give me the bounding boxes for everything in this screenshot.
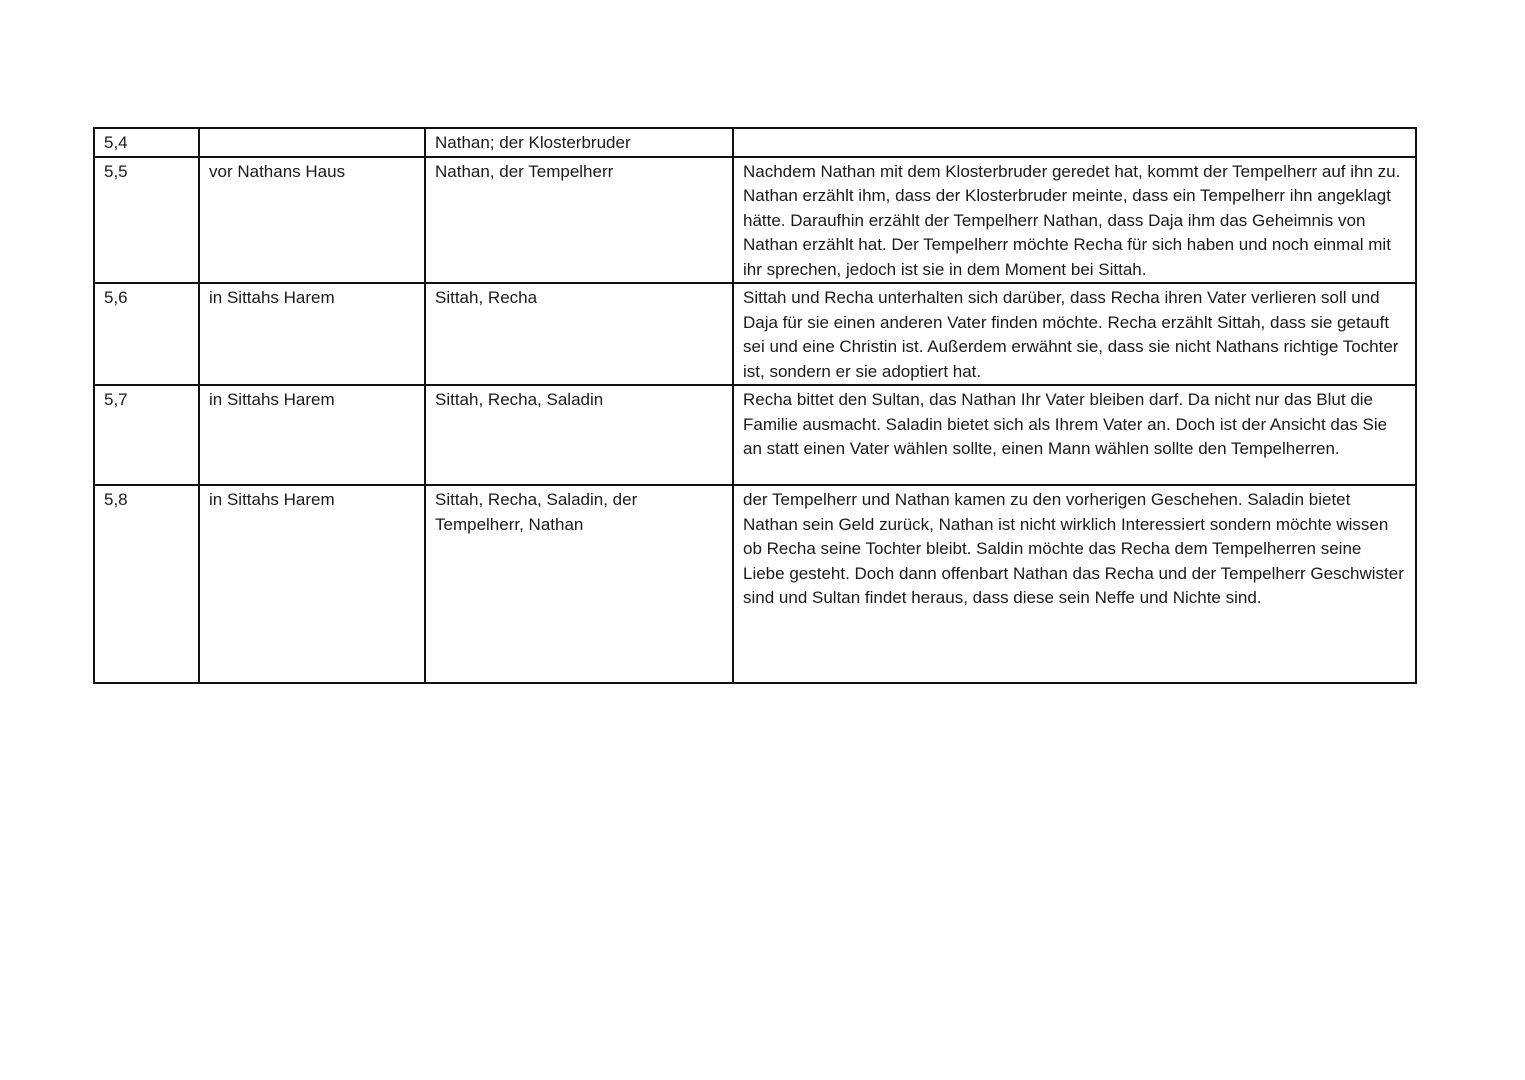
- scene-number-cell: 5,4: [94, 128, 199, 157]
- scene-number-cell: 5,6: [94, 283, 199, 385]
- scene-number-cell: 5,8: [94, 485, 199, 683]
- characters-cell: Sittah, Recha, Saladin: [425, 385, 733, 485]
- characters-cell: Nathan, der Tempelherr: [425, 157, 733, 284]
- content-cell: der Tempelherr und Nathan kamen zu den vorherigen Geschehen. Saladin bietet Nathan sein Geld zurück, Nathan ist nicht wirklich Interessiert sondern möchte wissen ob Recha seine Tochter bleibt. Saldin möchte das Recha dem Tempelherren seine Liebe gesteht. Doch dann offenbart Nathan das Recha und der Tempelherr Geschwister sind und Sultan findet heraus, dass diese sein Neffe und Nichte sind.: [733, 485, 1416, 683]
- scene-number-cell: 5,5: [94, 157, 199, 284]
- table-row: [94, 283, 1416, 385]
- table-row: [94, 385, 1416, 485]
- table-row: [94, 485, 1416, 683]
- place-cell: in Sittahs Harem: [199, 385, 425, 485]
- place-cell: in Sittahs Harem: [199, 283, 425, 385]
- table-row: [94, 157, 1416, 284]
- scene-number-cell: 5,7: [94, 385, 199, 485]
- characters-cell: Nathan; der Klosterbruder: [425, 128, 733, 157]
- place-cell: [199, 128, 425, 157]
- characters-cell: Sittah, Recha: [425, 283, 733, 385]
- content-cell: Recha bittet den Sultan, das Nathan Ihr Vater bleiben darf. Da nicht nur das Blut die Familie ausmacht. Saladin bietet sich als Ihrem Vater an. Doch ist der Ansicht das Sie an statt einen Vater wählen sollte, einen Mann wählen sollte den Tempelherren.: [733, 385, 1416, 485]
- content-cell: [733, 128, 1416, 157]
- characters-cell: Sittah, Recha, Saladin, der Tempelherr, Nathan: [425, 485, 733, 683]
- content-cell: Sittah und Recha unterhalten sich darüber, dass Recha ihren Vater verlieren soll und Daja für sie einen anderen Vater finden möchte. Recha erzählt Sittah, dass sie getauft sei und eine Christin ist. Außerdem erwähnt sie, dass sie nicht Nathans richtige Tochter ist, sondern er sie adoptiert hat.: [733, 283, 1416, 385]
- place-cell: vor Nathans Haus: [199, 157, 425, 284]
- scene-table: [93, 127, 1417, 684]
- content-cell: Nachdem Nathan mit dem Klosterbruder geredet hat, kommt der Tempelherr auf ihn zu. Nathan erzählt ihm, dass der Klosterbruder meinte, dass ein Tempelherr ihn angeklagt hätte. Daraufhin erzählt der Tempelherr Nathan, dass Daja ihm das Geheimnis von Nathan erzählt hat. Der Tempelherr möchte Recha für sich haben und noch einmal mit ihr sprechen, jedoch ist sie in dem Moment bei Sittah.: [733, 157, 1416, 284]
- table-row: [94, 128, 1416, 157]
- place-cell: in Sittahs Harem: [199, 485, 425, 683]
